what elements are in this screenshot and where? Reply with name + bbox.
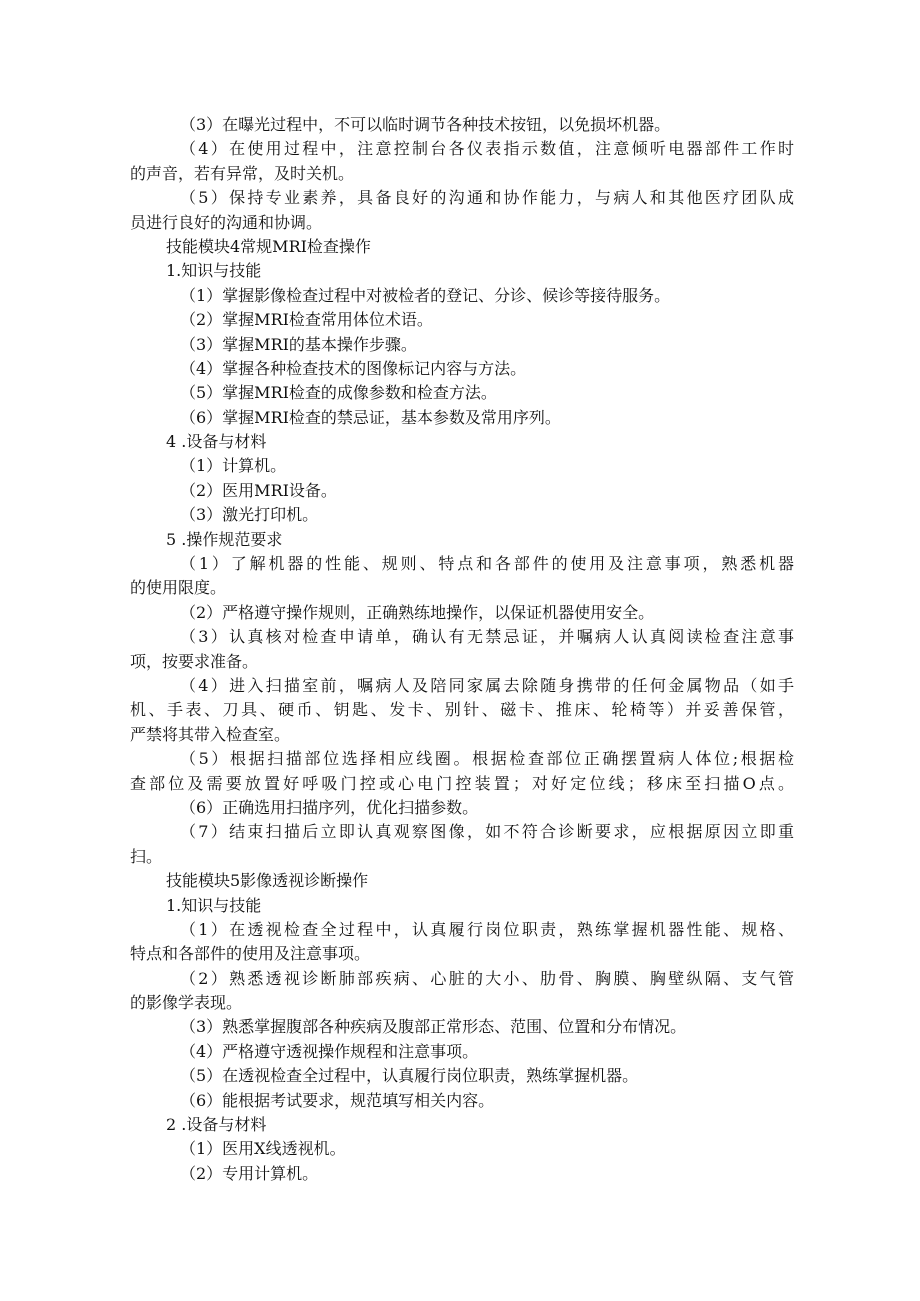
text-line: 的使用限度。 [130,578,227,598]
text-line: 严禁将其带入检查室。 [130,724,291,744]
text-line: （2）熟悉透视诊断肺部疾病、心脏的大小、肋骨、胸膜、胸壁纵隔、支气管 [180,968,794,988]
subsection-heading: 5 .操作规范要求 [166,529,283,549]
text-line: （2）严格遵守操作规则，正确熟练地操作，以保证机器使用安全。 [180,602,655,622]
text-line: （5）保持专业素养，具备良好的沟通和协作能力，与病人和其他医疗团队成 [180,188,794,208]
text-line: 的声音，若有异常，及时关机。 [130,163,355,183]
text-line: （3）熟悉掌握腹部各种疾病及腹部正常形态、范围、位置和分布情况。 [180,1017,687,1037]
text-line: 特点和各部件的使用及注意事项。 [130,944,371,964]
text-line: （4）严格遵守透视操作规程和注意事项。 [180,1041,479,1061]
text-line: （3）在曝光过程中，不可以临时调节各种技术按钮，以免损坏机器。 [180,115,671,134]
text-line: （3）激光打印机。 [180,505,319,525]
text-line: （6）掌握MRI检查的禁忌证，基本参数及常用序列。 [180,407,561,427]
text-line: （2）掌握MRI检查常用体位术语。 [180,310,433,330]
text-line: （1）了解机器的性能、规则、特点和各部件的使用及注意事项，熟悉机器 [180,554,794,574]
subsection-heading: 2 .设备与材料 [166,1115,267,1135]
text-line: （5）根据扫描部位选择相应线圈。根据检查部位正确摆置病人体位;根据检 [180,749,794,769]
text-line: 的影像学表现。 [130,993,243,1013]
text-line: 查部位及需要放置好呼吸门控或心电门控装置；对好定位线；移床至扫描O点。 [130,773,794,793]
text-line: （6）正确选用扫描序列，优化扫描参数。 [180,797,479,817]
text-line: （1）在透视检查全过程中，认真履行岗位职责，熟练掌握机器性能、规格、 [180,919,794,939]
text-line: （5）掌握MRI检查的成像参数和检查方法。 [180,383,497,403]
text-line: 扫。 [130,846,163,866]
text-line: （4）在使用过程中，注意控制台各仪表指示数值，注意倾听电器部件工作时 [180,139,794,159]
text-line: （7）结束扫描后立即认真观察图像，如不符合诊断要求，应根据原因立即重 [180,822,794,842]
section-heading: 技能模块4常规MRI检查操作 [166,236,371,256]
text-line: （2）专用计算机。 [180,1163,319,1183]
text-line: （4）进入扫描室前，嘱病人及陪同家属去除随身携带的任何金属物品（如手 [180,675,794,695]
text-line: 机、手表、刀具、硬币、钥匙、发卡、别针、磁卡、推床、轮椅等）并妥善保管， [130,700,794,720]
subsection-heading: 1.知识与技能 [166,261,262,281]
text-line: （2）医用MRI设备。 [180,480,337,500]
section-heading: 技能模块5影像透视诊断操作 [166,871,369,891]
subsection-heading: 4 .设备与材料 [166,432,267,452]
text-line: 员进行良好的沟通和协调。 [130,212,323,232]
subsection-heading: 1.知识与技能 [166,895,262,915]
document-body [130,113,794,1186]
text-line: （1）医用X线透视机。 [180,1139,346,1159]
text-line: （6）能根据考试要求，规范填写相关内容。 [180,1090,495,1110]
text-line: （1）计算机。 [180,456,287,476]
text-line: （1）掌握影像检查过程中对被检者的登记、分诊、候诊等接待服务。 [180,285,671,305]
text-line: （4）掌握各种检查技术的图像标记内容与方法。 [180,358,527,378]
text-line: （5）在透视检查全过程中，认真履行岗位职责，熟练掌握机器。 [180,1066,639,1086]
text-line: （3）掌握MRI的基本操作步骤。 [180,334,417,354]
text-line: 项，按要求准备。 [130,651,259,671]
text-line: （3）认真核对检查申请单，确认有无禁忌证，并嘱病人认真阅读检查注意事 [180,627,794,647]
